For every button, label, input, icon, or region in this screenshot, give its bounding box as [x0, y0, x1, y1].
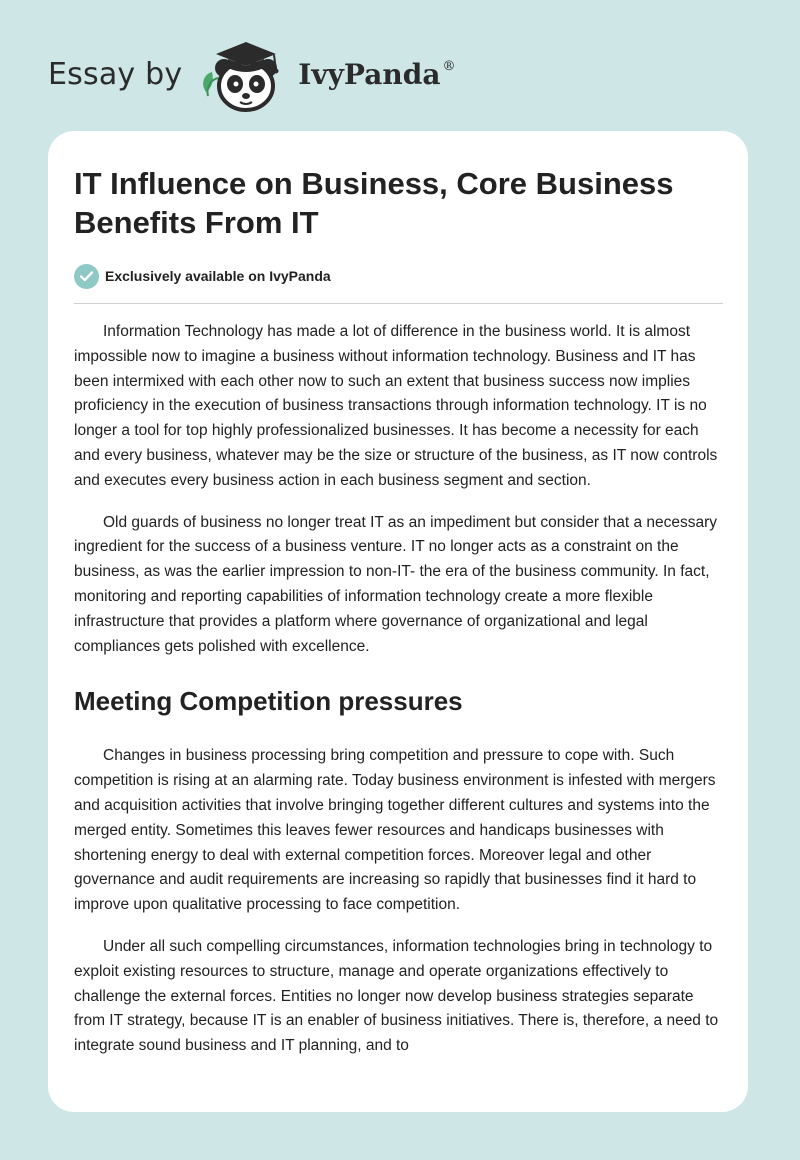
page-title: IT Influence on Business, Core Business Benefits From IT — [74, 166, 674, 240]
section-heading: Meeting Competition pressures — [74, 686, 463, 717]
site-header — [48, 34, 648, 114]
essay-card — [48, 131, 748, 1112]
essay-by-label: Essay by — [48, 56, 183, 92]
checkmark-icon — [74, 264, 99, 289]
exclusive-label: Exclusively available on IvyPanda — [105, 268, 331, 284]
paragraph: Information Technology has made a lot of difference in the business world. It is almost impossible now to imagine a business without information technology. Business and IT has been intermixed with each other now to such an extent that business success now implies proficiency in the execution of business transactions through information technology. IT is no longer a tool for top highly professionalized businesses. It has become a necessity for each and every business, whatever may be the size or structure of the business, as IT now controls and executes every business action in each business segment and section. — [74, 323, 718, 489]
paragraph: Under all such compelling circumstances, information technologies bring in technology to exploit existing resources to structure, manage and operate organizations effectively to challenge the external forces. Entities no longer now develop business strategies separate from IT strategy, because IT is an enabler of business initiatives. There is, therefore, a need to integrate sound business and IT planning, and to — [74, 937, 719, 1055]
paragraph: Old guards of business no longer treat IT as an impediment but consider that a necessary ingredient for the success of a business venture. IT no longer acts as a constraint on the business, as was the earlier impression to non-IT- the era of the business community. In fact, monitoring and reporting capabilities of information technology create a more flexible infrastructure that provides a platform where governance of organizational and legal compliances gets polished with excellence. — [74, 513, 718, 655]
panda-graduate-icon — [196, 34, 292, 114]
exclusive-badge — [74, 263, 331, 289]
ivypanda-logo-text: IvyPanda ® — [298, 57, 456, 91]
paragraph: Changes in business processing bring competition and pressure to cope with. Such competition is rising at an alarming rate. Today business environment is infested with mergers and acquisition activities that involve bringing together different cultures and systems into the merged entity. Sometimes this leaves fewer resources and handicaps businesses with shortening energy to deal with external competition forces. Moreover legal and other governance and audit requirements are increasing so rapidly that businesses find it hard to improve upon qualitative processing to face competition. — [74, 747, 716, 914]
essay-body — [74, 320, 724, 1076]
divider — [74, 303, 723, 304]
